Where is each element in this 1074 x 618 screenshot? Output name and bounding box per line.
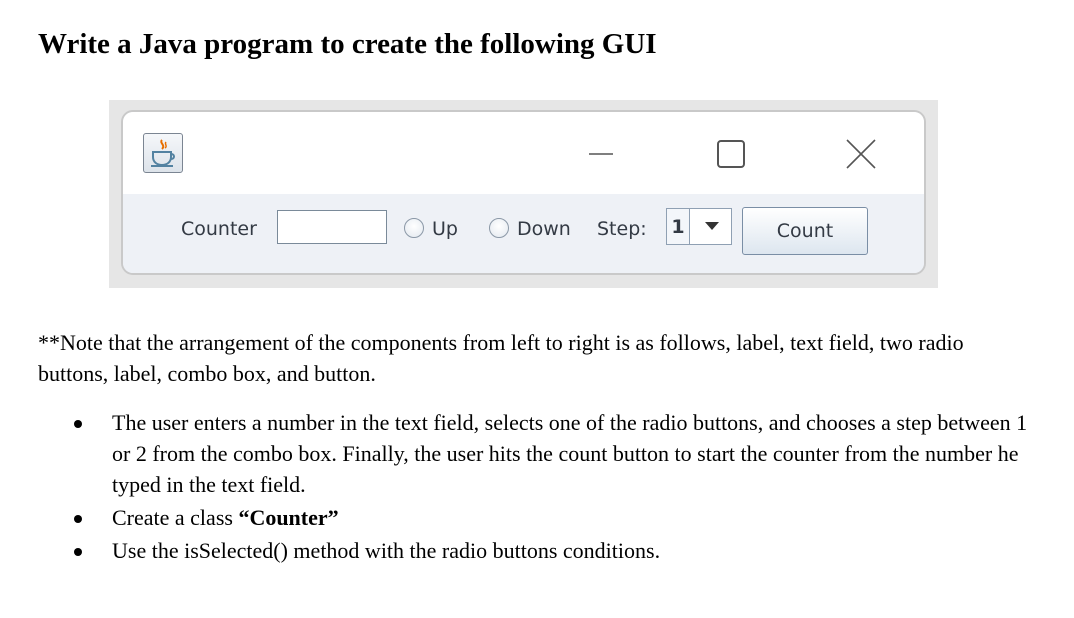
counter-window [121,110,926,275]
list-item [38,407,1038,500]
radio-down[interactable] [489,218,509,238]
gui-screenshot [109,100,938,288]
step-label: Step: [597,218,647,240]
bullet-text: Use the isSelected() method with the radio buttons conditions. [112,538,661,563]
counter-label: Counter [181,218,257,240]
bullet-text: The user enters a number in the text field, selects one of the radio buttons, and chooses a step between 1 or 2 from the combo box. Finally, the user hits the count button to start the counter from the number he typed in the text field. [112,410,1028,497]
bullet-icon [74,515,82,523]
minimize-icon[interactable] [583,136,619,172]
close-icon[interactable] [843,136,879,172]
maximize-icon[interactable] [713,136,749,172]
step-combo-box[interactable] [666,208,732,245]
radio-up-label: Up [432,218,458,240]
list-item [38,535,1038,566]
class-name: “Counter” [238,505,339,530]
step-combo-value: 1 [667,209,690,244]
radio-down-label: Down [517,218,571,240]
window-titlebar [123,112,924,194]
bullet-icon [74,420,82,428]
bullet-text-prefix: Create a class [112,505,239,530]
counter-field[interactable] [277,210,387,244]
requirements-list [38,407,1038,568]
radio-up[interactable] [404,218,424,238]
bullet-text [112,502,1038,533]
bullet-icon [74,548,82,556]
window-content [123,194,924,273]
java-coffee-icon [143,133,183,173]
page-heading: Write a Java program to create the following GUI [38,28,657,60]
count-button[interactable]: Count [742,207,868,255]
list-item [38,502,1038,533]
chevron-down-icon[interactable] [697,209,727,244]
note-paragraph: **Note that the arrangement of the components from left to right is as follows, label, text field, two radio buttons, label, combo box, and button. [38,330,964,386]
